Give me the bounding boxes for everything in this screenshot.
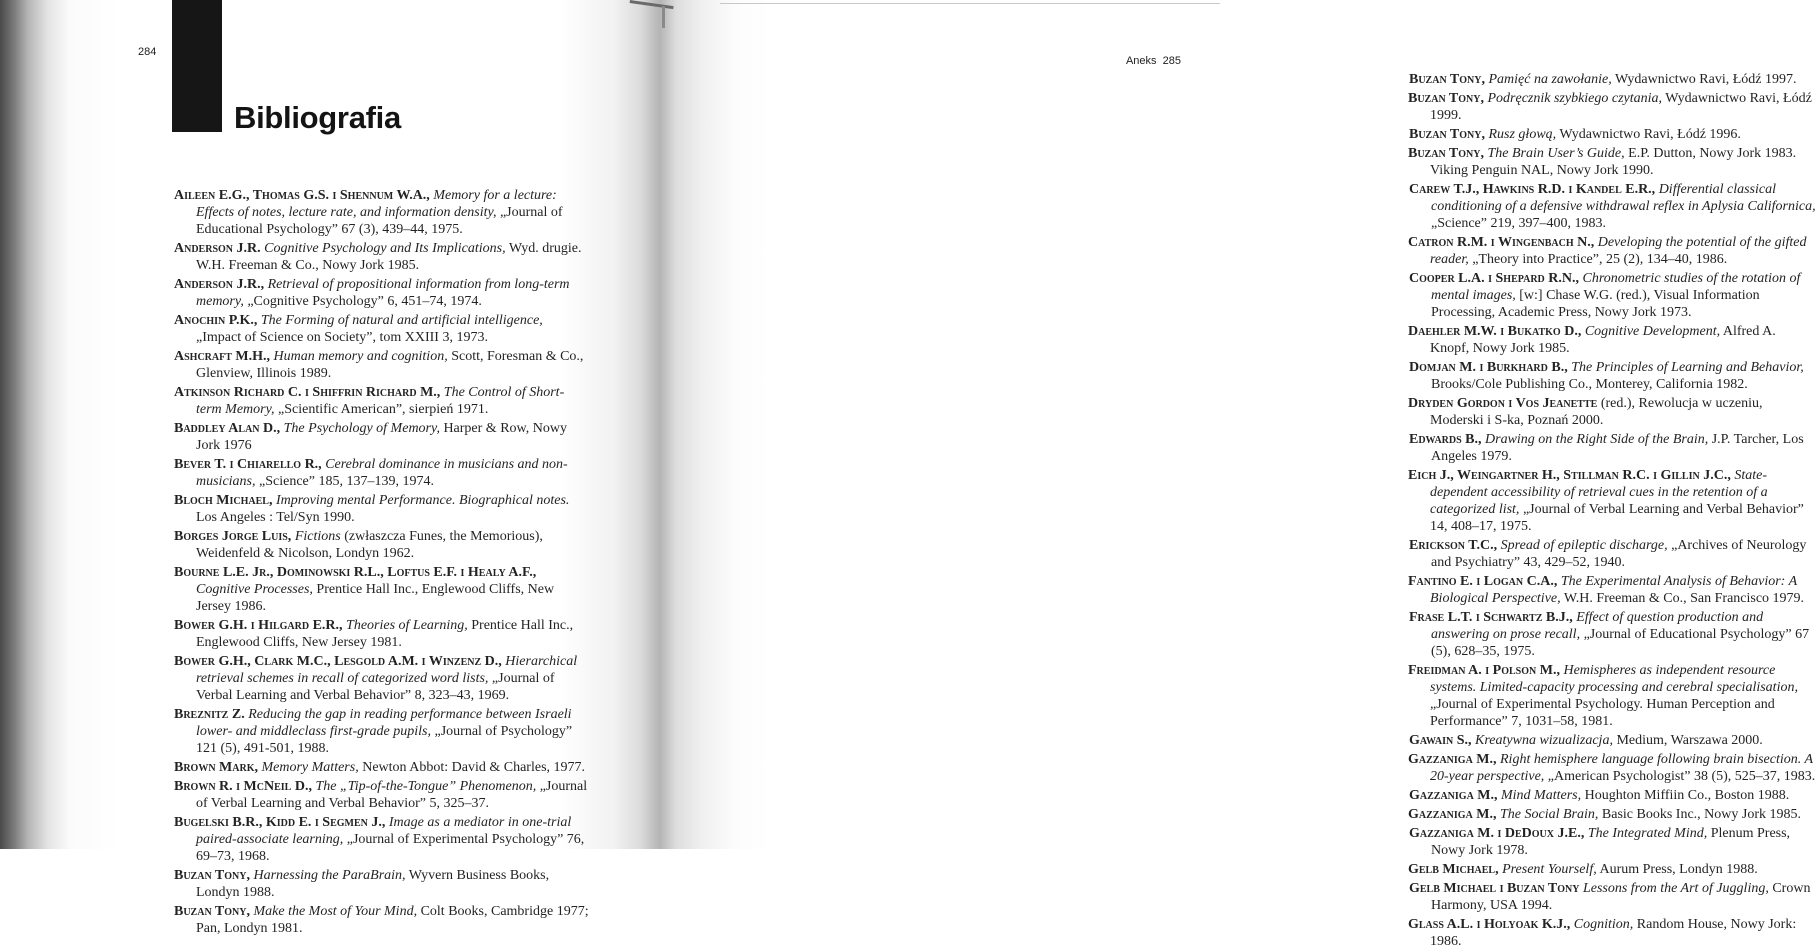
bibliography-entry [1408,234,1818,268]
bibliography-entry [174,384,589,418]
entry-authors: Bever T. i Chiarello R., [174,457,322,472]
entry-title: The „Tip-of-the-Tongue” Phenomenon, [315,779,537,794]
entry-publication: „Journal of Verbal Learning and Verbal Behavior” 8, 323–43, 1969. [196,671,555,703]
bibliography-entry [174,312,589,346]
entry-publication: (red.), Rewolucja w uczeniu, Moderski i S-ka, Poznań 2000. [1430,396,1763,428]
entry-publication: J.P. Tarcher, Los Angeles 1979. [1431,432,1804,464]
entry-publication: Random House, Nowy Jork: 1986. [1430,917,1797,949]
bibliography-entry [1408,323,1818,357]
entry-title: Mind Matters, [1501,788,1582,803]
entry-authors: Bourne L.E. Jr., Dominowski R.L., Loftus E.F. i Healy A.F., [174,565,537,580]
entry-publication: W.H. Freeman & Co., San Francisco 1979. [1563,591,1805,606]
bibliography-entry [174,778,589,812]
entry-authors: Anochin P.K., [174,313,258,328]
entry-publication: „Science” 185, 137–139, 1974. [259,474,434,489]
entry-authors: Freidman A. i Polson M., [1408,663,1560,678]
entry-publication: „Journal of Experimental Psychology” 76, 69–73, 1968. [196,832,585,864]
entry-title: Cognition, [1573,917,1634,932]
entry-title: Fictions [294,529,341,544]
bibliography-entry [1408,861,1818,878]
entry-authors: Anderson J.R. [174,241,261,256]
bibliography-entry [174,492,589,526]
bibliography-entry [174,903,589,937]
entry-publication: „Impact of Science on Society”, tom XXIII 3, 1973. [196,330,488,345]
entry-publication: „American Psychologist” 38 (5), 525–37, 1983. [1547,769,1816,784]
bibliography-entry [174,706,589,757]
entry-title: Memory Matters, [261,760,359,775]
entry-publication: Scott, Foresman & Co., Glenview, Illinois 1989. [196,349,584,381]
entry-title: The Principles of Learning and Behavior, [1571,360,1804,375]
entry-title: Right hemisphere language following brain bisection. A 20-year perspective, [1430,752,1813,784]
entry-authors: Ashcraft M.H., [174,349,270,364]
entry-authors: Borges Jorge Luis, [174,529,292,544]
entry-authors: Gelb Michael i Buzan Tony [1409,881,1580,896]
entry-title: Improving mental Performance. Biographical notes. [275,493,570,508]
entry-authors: Bower G.H., Clark M.C., Lesgold A.M. i Winzenz D., [174,654,502,669]
bibliography-entry [1408,395,1818,429]
entry-publication: „Journal of Educational Psychology” 67 (5), 628–35, 1975. [1431,627,1810,659]
bibliography-entry [1409,126,1818,143]
entry-title: Memory for a lecture: Effects of notes, lecture rate, and information density, [196,188,557,220]
entry-title: Harnessing the ParaBrain, [253,868,406,883]
entry-publication: Wydawnictwo Ravi, Łódź 1997. [1615,72,1797,87]
bibliography-entry [174,456,589,490]
entry-title: Drawing on the Right Side of the Brain, [1485,432,1709,447]
entry-authors: Edwards B., [1409,432,1482,447]
entry-publication: (zwłaszcza Funes, the Memorious), Weidenfeld & Nicolson, Londyn 1962. [196,529,543,561]
entry-publication: E.P. Dutton, Nowy Jork 1983. Viking Penguin NAL, Nowy Jork 1990. [1430,146,1797,178]
entry-title: Lessons from the Art of Juggling, [1582,881,1769,896]
bibliography-entry [1409,787,1818,804]
bibliography-entry [1409,880,1818,914]
entry-title: Image as a mediator in one-trial paired-associate learning, [196,815,572,847]
entry-title: Retrieval of propositional information from long-term memory, [196,277,570,309]
entry-title: Effect of question production and answering on prose recall, [1431,610,1764,642]
entry-authors: Buzan Tony, [174,868,250,883]
entry-title: The Psychology of Memory, [283,421,440,436]
bibliography-entry [174,348,589,382]
entry-authors: Buzan Tony, [1408,91,1484,106]
entry-title: Make the Most of Your Mind, [253,904,418,919]
entry-title: Hierarchical retrieval schemes in recall of categorized word lists, [196,654,578,686]
entry-authors: Atkinson Richard C. i Shiffrin Richard M., [174,385,441,400]
entry-title: Reducing the gap in reading performance between Israeli lower- and middleclass first-grade pupils, [196,707,572,739]
entry-title: The Social Brain, [1500,807,1599,822]
entry-publication: [w:] Chase W.G. (red.), Visual Information Processing, Academic Press, Nowy Jork 1973. [1431,288,1760,320]
bibliography-entry [1409,537,1818,571]
entry-authors: Eich J., Weingartner H., Stillman R.C. i Gillin J.C., [1408,468,1731,483]
bibliography-list-left [174,187,589,939]
bibliography-entry [174,528,589,562]
entry-title: Hemispheres as independent resource systems. Limited-capacity processing and cerebral specialisation, [1430,663,1798,695]
bibliography-entry [174,187,589,238]
entry-title: Chronometric studies of the rotation of mental images, [1431,271,1801,303]
running-head-label: Aneks [1125,55,1157,67]
entry-authors: Brown R. i McNeil D., [174,779,312,794]
entry-publication: Colt Books, Cambridge 1977; Pan, Londyn 1981. [196,904,589,936]
right-page [660,0,1816,949]
entry-authors: Baddley Alan D., [174,421,281,436]
bibliography-entry [1408,751,1818,785]
entry-publication: Wyvern Business Books, Londyn 1988. [196,868,550,900]
entry-authors: Bower G.H. i Hilgard E.R., [174,618,343,633]
entry-publication: Medium, Warszawa 2000. [1616,733,1763,748]
entry-title: Pamięć na zawołanie, [1488,72,1612,87]
bibliography-entry [174,867,589,901]
entry-title: Theories of Learning, [346,618,468,633]
entry-publication: „Cognitive Psychology” 6, 451–74, 1974. [247,294,482,309]
bibliography-entry [1408,806,1818,823]
entry-authors: Bugelski B.R., Kidd E. i Segmen J., [174,815,386,830]
entry-publication: „Journal of Verbal Learning and Verbal Behavior” 14, 408–17, 1975. [1430,502,1804,534]
scan-artifact [590,0,690,30]
entry-authors: Catron R.M. i Wingenbach N., [1408,235,1595,250]
entry-publication: Plenum Press, Nowy Jork 1978. [1431,826,1791,858]
bibliography-entry [174,759,589,776]
bibliography-entry [1408,916,1818,950]
entry-authors: Frase L.T. i Schwartz B.J., [1409,610,1573,625]
entry-publication: „Journal of Educational Psychology” 67 (3), 439–44, 1975. [196,205,563,237]
bibliography-entry [174,276,589,310]
bibliography-entry [1409,732,1818,749]
chapter-marker-bar [172,0,222,132]
entry-title: The Control of Short-term Memory, [196,385,565,417]
scan-top-edge [720,3,1220,4]
entry-publication: „Archives of Neurology and Psychiatry” 43, 429–52, 1940. [1431,538,1807,570]
entry-publication: Crown Harmony, USA 1994. [1431,881,1811,913]
entry-authors: Buzan Tony, [1408,146,1484,161]
entry-publication: Houghton Miffiin Co., Boston 1988. [1584,788,1790,803]
entry-title: Human memory and cognition, [273,349,448,364]
entry-authors: Erickson T.C., [1409,538,1498,553]
entry-authors: Gazzaniga M. i DeDoux J.E., [1409,826,1585,841]
entry-authors: Gazzaniga M., [1409,788,1498,803]
entry-title: Developing the potential of the gifted reader, [1430,235,1807,267]
entry-title: Cerebral dominance in musicians and non-musicians, [196,457,568,489]
entry-authors: Cooper L.A. i Shepard R.N., [1409,271,1579,286]
running-head [1126,55,1181,67]
entry-title: The Integrated Mind, [1587,826,1708,841]
bibliography-entry [1409,359,1818,393]
entry-title: Podręcznik szybkiego czytania, [1487,91,1663,106]
entry-authors: Gazzaniga M., [1408,752,1497,767]
bibliography-entry [174,420,589,454]
entry-authors: Gawain S., [1409,733,1472,748]
bibliography-entry [1409,431,1818,465]
entry-title: Present Yourself, [1502,862,1597,877]
entry-publication: „Science” 219, 397–400, 1983. [1431,216,1606,231]
entry-title: Cognitive Processes, [196,582,313,597]
bibliography-entry [174,240,589,274]
entry-authors: Aileen E.G., Thomas G.S. i Shennum W.A., [174,188,430,203]
bibliography-entry [174,617,589,651]
page-number-left: 284 [138,46,157,58]
entry-authors: Glass A.L. i Holyoak K.J., [1408,917,1571,932]
entry-authors: Daehler M.W. i Bukatko D., [1408,324,1582,339]
entry-publication: „Theory into Practice”, 25 (2), 134–40, 1986. [1472,252,1728,267]
bibliography-list-right [1408,71,1818,952]
bibliography-entry [1409,609,1818,660]
entry-title: State-dependent accessibility of retrieval cues in the retention of a categorized list, [1430,468,1768,517]
bibliography-entry [1408,145,1818,179]
entry-publication: Newton Abbot: David & Charles, 1977. [362,760,586,775]
entry-title: Differential classical conditioning of a defensive withdrawal reflex in Aplysia Californica, [1431,182,1816,214]
entry-publication: Wydawnictwo Ravi, Łódź 1999. [1430,91,1812,123]
entry-publication: Wyd. drugie. W.H. Freeman & Co., Nowy Jork 1985. [196,241,582,273]
bibliography-entry [1409,270,1818,321]
entry-publication: Prentice Hall Inc., Englewood Cliffs, New Jersey 1986. [196,582,555,614]
entry-publication: Los Angeles : Tel/Syn 1990. [196,510,355,525]
entry-title: The Forming of natural and artificial intelligence, [260,313,543,328]
entry-authors: Anderson J.R., [174,277,265,292]
entry-publication: Aurum Press, Londyn 1988. [1599,862,1758,877]
bibliography-entry [1409,71,1818,88]
entry-publication: Harper & Row, Nowy Jork 1976 [196,421,567,453]
entry-authors: Gelb Michael, [1408,862,1499,877]
entry-authors: Domjan M. i Burkhard B., [1409,360,1568,375]
entry-authors: Bloch Michael, [174,493,273,508]
entry-authors: Buzan Tony, [1409,127,1485,142]
entry-publication: „Scientific American”, sierpień 1971. [278,402,489,417]
entry-publication: Brooks/Cole Publishing Co., Monterey, California 1982. [1431,377,1748,392]
book-spine-shadow [640,0,676,849]
bibliography-entry [1408,662,1818,730]
entry-authors: Buzan Tony, [174,904,250,919]
bibliography-entry [1409,825,1818,859]
bibliography-entry [1408,573,1818,607]
entry-publication: „Journal of Experimental Psychology. Human Perception and Performance” 7, 1031–58, 1981. [1430,697,1775,729]
entry-title: Cognitive Development, [1584,324,1721,339]
bibliography-entry [1408,90,1818,124]
entry-publication: „Journal of Psychology” 121 (5), 491-501, 1988. [196,724,573,756]
entry-title: Cognitive Psychology and Its Implications, [264,241,506,256]
entry-title: The Experimental Analysis of Behavior: A Biological Perspective, [1430,574,1797,606]
bibliography-entry [1408,467,1818,535]
entry-publication: „Journal of Verbal Learning and Verbal Behavior” 5, 325–37. [196,779,588,811]
bibliography-entry [174,814,589,865]
entry-authors: Buzan Tony, [1409,72,1485,87]
entry-title: Rusz głową, [1488,127,1557,142]
entry-authors: Fantino E. i Logan C.A., [1408,574,1558,589]
entry-authors: Breznitz Z. [174,707,245,722]
entry-publication: Wydawnictwo Ravi, Łódź 1996. [1559,127,1741,142]
bibliography-entry [1409,181,1818,232]
chapter-title: Bibliografia [234,100,401,135]
entry-authors: Brown Mark, [174,760,258,775]
bibliography-entry [174,653,589,704]
page-number-right: 285 [1162,55,1181,67]
entry-authors: Dryden Gordon i Vos Jeanette [1408,396,1598,411]
entry-publication: Prentice Hall Inc., Englewood Cliffs, New Jersey 1981. [196,618,574,650]
entry-authors: Carew T.J., Hawkins R.D. i Kandel E.R., [1409,182,1656,197]
entry-authors: Gazzaniga M., [1408,807,1497,822]
entry-publication: Basic Books Inc., Nowy Jork 1985. [1601,807,1801,822]
left-page [0,0,660,936]
entry-title: Spread of epileptic discharge, [1500,538,1668,553]
entry-publication: Alfred A. Knopf, Nowy Jork 1985. [1430,324,1776,356]
entry-title: The Brain User’s Guide, [1487,146,1625,161]
bibliography-entry [174,564,589,615]
entry-title: Kreatywna wizualizacja, [1475,733,1613,748]
